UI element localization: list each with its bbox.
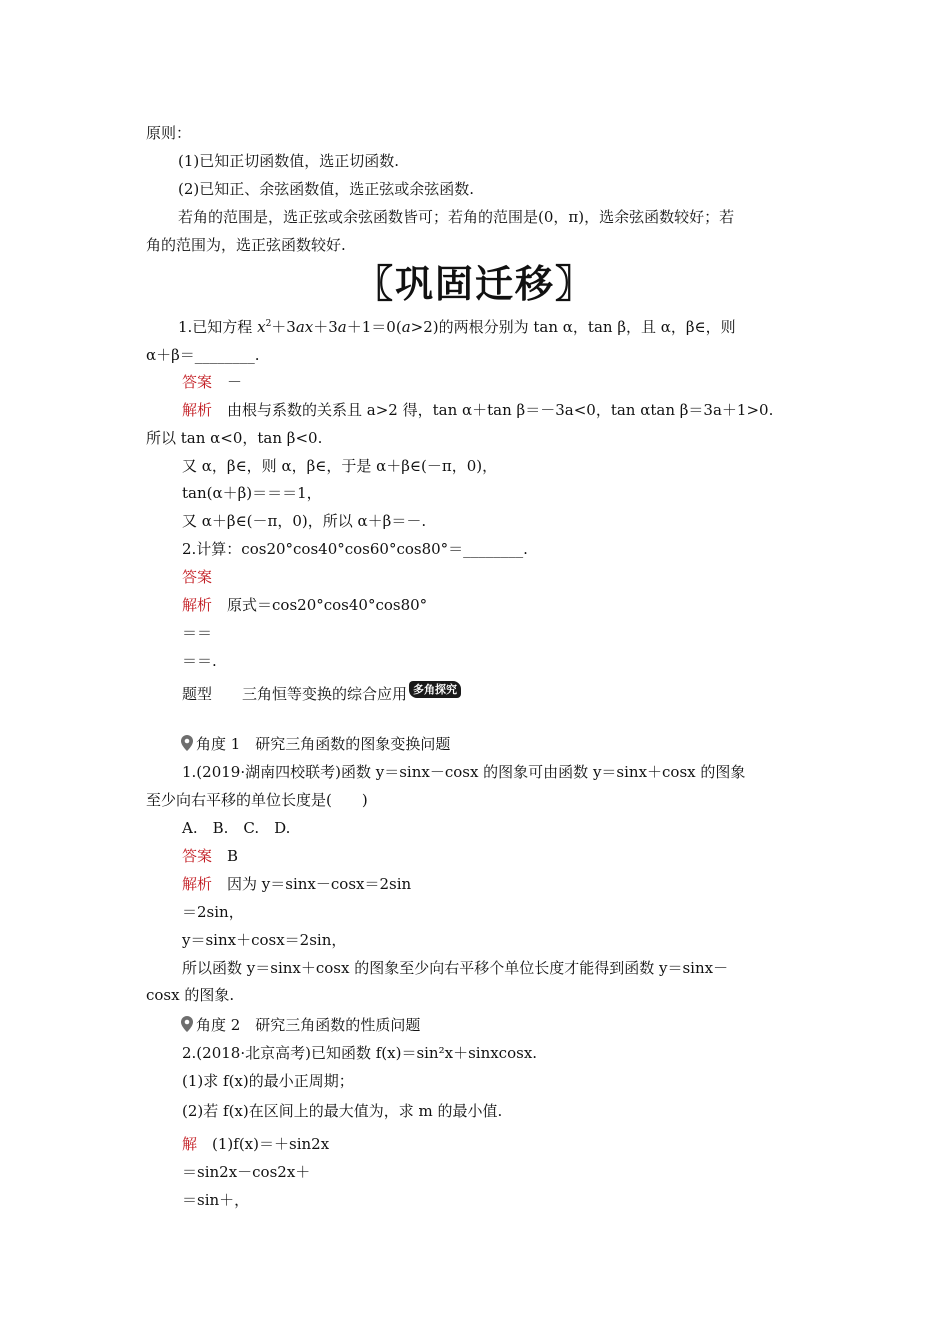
analysis-3-line-3: y＝sinx＋cosx＝2sin， (182, 931, 347, 949)
principle-item-2: (2)已知正、余弦函数值，选正弦或余弦函数. (178, 180, 475, 198)
problem-1-stem-2: 至少向右平移的单位长度是( ) (146, 791, 368, 809)
answer-2: 答案 (182, 568, 213, 586)
principle-note-1: 若角的范围是，选正弦或余弦函数皆可；若角的范围是(0，π)，选余弦函数较好；若 (178, 208, 735, 226)
angle-1-heading: 角度 1 研究三角函数的图象变换问题 (180, 734, 450, 754)
analysis-3: 解析 因为 y＝sinx－cosx＝2sin (182, 875, 412, 893)
problem-1-options: A. B. C. D. (182, 819, 291, 837)
angle-2-heading: 角度 2 研究三角函数的性质问题 (180, 1015, 420, 1035)
analysis-3-line-4: 所以函数 y＝sinx＋cosx 的图象至少向右平移个单位长度才能得到函数 y＝sinx－ (182, 959, 729, 977)
analysis-2-line-3: ＝＝. (182, 652, 217, 670)
analysis-1-line-2: 所以 tan α<0，tan β<0. (146, 429, 323, 447)
analysis-1-line-4: tan(α＋β)＝＝＝1， (182, 484, 322, 502)
solution-label: 解 (182, 1135, 198, 1153)
principle-item-1: (1)已知正切函数值，选正切函数. (178, 152, 400, 170)
topic-heading: 题型 三角恒等变换的综合应用 多角探究 (182, 681, 461, 704)
question-2-stem: 2.计算：cos20°cos40°cos60°cos80°＝________. (182, 540, 528, 558)
question-1-blank: α＋β＝________. (146, 346, 260, 364)
analysis-1-line-5: 又 α＋β∈(－π，0)，所以 α＋β＝－. (182, 512, 427, 530)
analysis-label: 解析 (182, 875, 213, 893)
analysis-3-line-5: cosx 的图象. (146, 986, 235, 1004)
multi-angle-badge: 多角探究 (409, 681, 461, 698)
location-pin-icon (180, 1015, 194, 1033)
principle-label: 原则： (146, 124, 192, 142)
solution-2-line-2: ＝sin2x－cos2x＋ (182, 1163, 311, 1181)
answer-1: 答案 － (182, 373, 243, 391)
problem-2-part-2: (2)若 f(x)在区间上的最大值为，求 m 的最小值. (182, 1102, 503, 1120)
question-1-stem: 1.已知方程 $x^2+3ax+3a+1=0(a>2)$的两根分别为 tan α，tan β，且 α，β∈，则 (178, 318, 736, 336)
analysis-1: 解析 由根与系数的关系且 a>2 得，tan α＋tan β＝－3a<0，tan αtan β＝3a＋1>0. (182, 401, 774, 419)
solution-2-line-3: ＝sin＋， (182, 1191, 250, 1209)
analysis-1-line-3: 又 α，β∈，则 α，β∈，于是 α＋β∈(－π，0)， (182, 457, 498, 475)
answer-label: 答案 (182, 373, 213, 391)
principle-note-2: 角的范围为，选正弦函数较好. (146, 236, 346, 254)
answer-label: 答案 (182, 847, 213, 865)
analysis-label: 解析 (182, 596, 213, 614)
analysis-3-line-2: ＝2sin， (182, 903, 244, 921)
analysis-2: 解析 原式＝cos20°cos40°cos80° (182, 596, 428, 614)
location-pin-icon (180, 734, 194, 752)
problem-1-stem: 1.(2019·湖南四校联考)函数 y＝sinx－cosx 的图象可由函数 y＝sinx＋cosx 的图象 (182, 763, 746, 781)
solution-2: 解 (1)f(x)＝＋sin2x (182, 1135, 330, 1153)
answer-3: 答案 B (182, 847, 239, 865)
analysis-label: 解析 (182, 401, 213, 419)
problem-2-stem: 2.(2018·北京高考)已知函数 f(x)＝sin²x＋sinxcosx. (182, 1044, 538, 1062)
problem-2-part-1: (1)求 f(x)的最小正周期； (182, 1072, 354, 1090)
analysis-2-line-2: ＝＝ (182, 624, 213, 642)
section-title: 〖巩固迁移〗 (354, 262, 595, 306)
